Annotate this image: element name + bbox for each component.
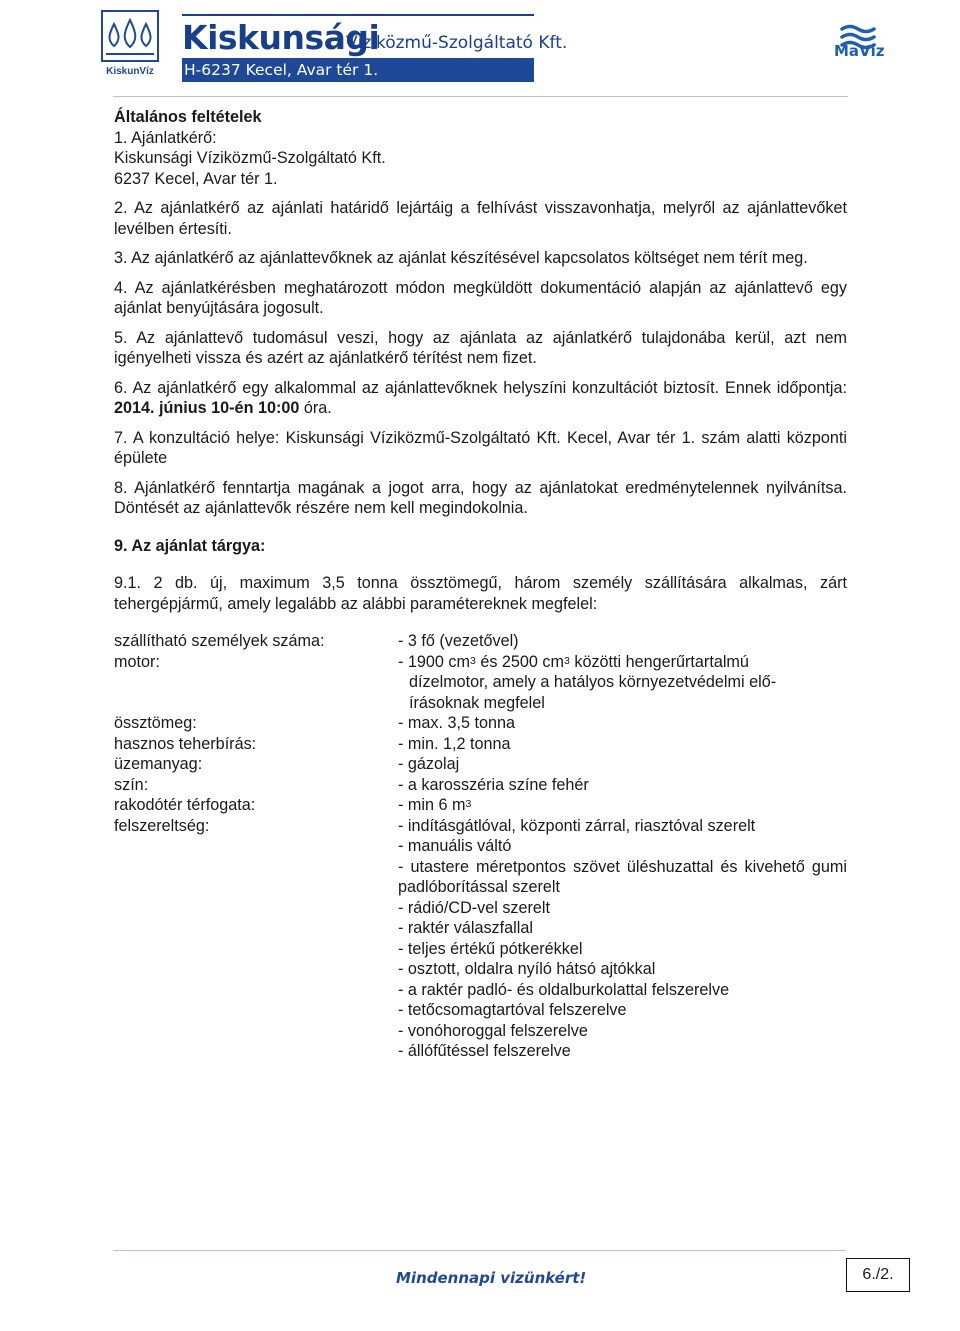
item-7: 7. A konzultáció helye: Kiskunsági Víziközmű-Szolgáltató Kft. Kecel, Avar tér 1. szám alatti központi épülete xyxy=(114,428,847,467)
item-5: 5. Az ajánlattevő tudomásul veszi, hogy az ajánlata az ajánlatkérő tulajdonába kerül, azt nem igényelheti vissza és azért az ajánlatkérő térítést nem fizet. xyxy=(114,328,847,367)
spec-value xyxy=(398,652,847,714)
consultation-date: 2014. június 10-én 10:00 xyxy=(114,399,300,417)
equipment-item: - vonóhoroggal felszerelve xyxy=(398,1021,588,1040)
equipment-item: - tetőcsomagtartóval felszerelve xyxy=(398,1001,627,1019)
item-6 xyxy=(114,378,847,419)
brand-top-line xyxy=(182,14,534,16)
spec-row xyxy=(114,816,847,1062)
footer-divider xyxy=(113,1250,846,1251)
spec-table xyxy=(114,631,847,1062)
spec-value: - a karosszéria színe fehér xyxy=(398,775,589,794)
item-3: 3. Az ajánlatkérő az ajánlattevőknek az ajánlat készítésével kapcsolatos költséget nem térít meg. xyxy=(114,249,808,267)
motor-text: és 2500 cm xyxy=(475,652,565,671)
spec-label: felszereltség: xyxy=(114,816,210,835)
cargo-text: - min 6 m xyxy=(398,796,466,814)
spec-label: hasznos teherbírás: xyxy=(114,734,257,753)
spec-value: - max. 3,5 tonna xyxy=(398,714,515,732)
spec-row xyxy=(114,734,847,755)
section-title: Általános feltételek xyxy=(114,108,262,126)
header-address: H-6237 Kecel, Avar tér 1. xyxy=(182,58,534,82)
spec-row xyxy=(114,795,847,816)
item-9-1: 9.1. 2 db. új, maximum 3,5 tonna össztömegű, három személy szállítására alkalmas, zárt tehergépjármű, amely legalább az alábbi paramétereknek megfelel: xyxy=(114,574,847,613)
brand-subtitle: Víziközmű-Szolgáltató Kft. xyxy=(346,33,568,53)
item-2: 2. Az ajánlatkérő az ajánlati határidő lejártáig a felhívást visszavonhatja, melyről az ajánlattevőket levélben értesíti. xyxy=(114,199,847,238)
spec-label: össztömeg: xyxy=(114,714,197,732)
equipment-list xyxy=(398,816,847,1062)
spec-row xyxy=(114,631,847,652)
logo-text: KiskunVíz xyxy=(106,66,154,77)
item-6-text: 6. Az ajánlatkérő egy alkalommal az ajánlattevőknek helyszíni konzultációt biztosít. Ennek időpontja: xyxy=(114,378,847,397)
spec-label: szín: xyxy=(114,775,149,794)
spec-label: üzemanyag: xyxy=(114,755,203,773)
equipment-item: - állófűtéssel felszerelve xyxy=(398,1042,571,1060)
equipment-item: - manuális váltó xyxy=(398,837,512,855)
spec-label: motor: xyxy=(114,652,160,671)
cargo-sup: 3 xyxy=(465,798,472,810)
equipment-item: - teljes értékű pótkerékkel xyxy=(398,939,583,958)
spec-value: - gázolaj xyxy=(398,755,460,773)
footer-motto: Mindennapi vizünkért! xyxy=(396,1269,587,1287)
motor-sup: 3 xyxy=(469,654,476,667)
item-1-company: Kiskunsági Víziközmű-Szolgáltató Kft. xyxy=(114,149,386,167)
spec-row xyxy=(114,775,847,796)
spec-row xyxy=(114,754,847,775)
brand-name: Kiskunsági xyxy=(182,18,380,57)
page-number: 6./2. xyxy=(846,1258,910,1292)
item-1-address: 6237 Kecel, Avar tér 1. xyxy=(114,169,278,188)
equipment-item: - a raktér padló- és oldalburkolattal felszerelve xyxy=(398,980,730,999)
equipment-item: - osztott, oldalra nyíló hátsó ajtókkal xyxy=(398,960,656,978)
item-1-heading: 1. Ajánlatkérő: xyxy=(114,128,217,147)
spec-value: - 3 fő (vezetővel) xyxy=(398,632,519,650)
item-9-heading: 9. Az ajánlat tárgya: xyxy=(114,536,266,555)
header-divider xyxy=(113,96,848,97)
equipment-item: - utastere méretpontos szövet üléshuzattal és kivehető gumi padlóborítással szerelt xyxy=(398,857,847,896)
motor-text: közötti hengerűrtartalmú xyxy=(569,652,749,671)
motor-line-3: írásoknak megfelel xyxy=(409,693,545,712)
kiskunviz-logo xyxy=(101,10,159,78)
motor-sup: 3 xyxy=(564,654,570,667)
motor-text: - 1900 cm xyxy=(398,652,470,671)
equipment-item: - indításgátlóval, központi zárral, riasztóval szerelt xyxy=(398,816,756,835)
equipment-item: - raktér válaszfallal xyxy=(398,919,533,937)
equipment-item: - rádió/CD-vel szerelt xyxy=(398,898,551,917)
spec-label: szállítható személyek száma: xyxy=(114,632,325,650)
spec-value xyxy=(398,795,847,816)
spec-label: rakodótér térfogata: xyxy=(114,796,256,814)
item-4: 4. Az ajánlatkérésben meghatározott módon megküldött dokumentáció alapján az ajánlattevő egy ajánlat benyújtására jogosult. xyxy=(114,278,847,317)
spec-value: - min. 1,2 tonna xyxy=(398,734,511,753)
document-body xyxy=(114,107,847,1062)
item-8: 8. Ajánlatkérő fenntartja magának a jogot arra, hogy az ajánlatokat eredménytelennek nyilvánítsa. Döntését az ajánlattevők részére nem kell megindokolnia. xyxy=(114,478,847,517)
item-6-suffix: óra. xyxy=(299,399,332,417)
maviz-logo-text: MaVíz xyxy=(834,42,885,60)
spec-row xyxy=(114,652,847,714)
motor-line-2: dízelmotor, amely a hatályos környezetvédelmi elő- xyxy=(409,673,777,691)
spec-row xyxy=(114,713,847,734)
